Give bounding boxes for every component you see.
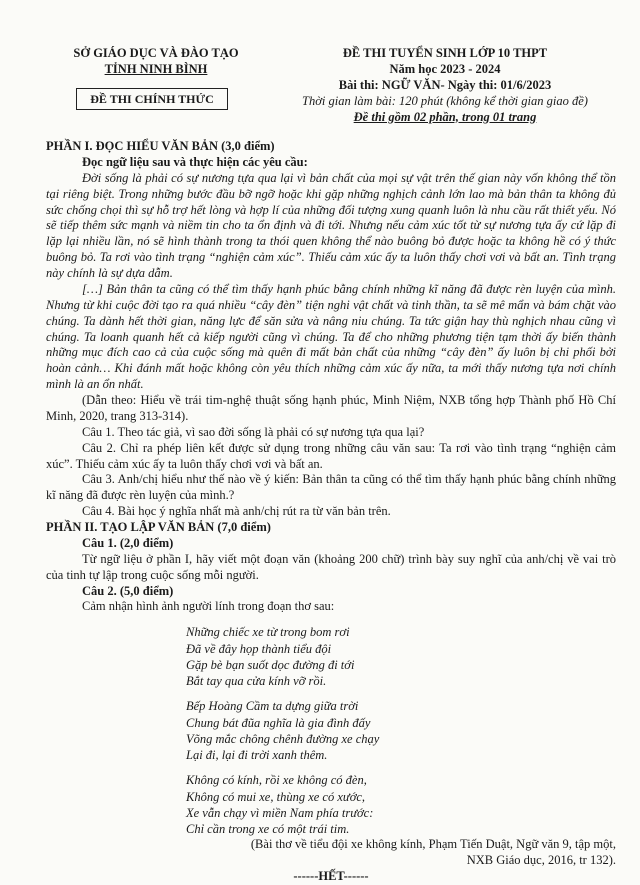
poem-line: Chung bát đũa nghĩa là gia đình đấy [186, 715, 371, 730]
province-name: TỈNH NINH BÌNH [104, 61, 208, 76]
school-year: Năm học 2023 - 2024 [389, 61, 501, 76]
part2-c2-title: Câu 2. (5,0 điểm) [82, 583, 174, 598]
question-4: Câu 4. Bài học ý nghĩa nhất mà anh/chị rút ra từ văn bản trên. [82, 504, 391, 519]
poem-stanza-1 [186, 624, 616, 689]
poem-line: Không có kính, rồi xe không có đèn, [186, 773, 367, 788]
question-3: Câu 3. Anh/chị hiểu như thế nào về ý kiến: Bản thân ta cũng có thể tìm thấy hạnh phúc bằng chính những kĩ năng đã được rèn luyện của mình.? [46, 472, 616, 503]
part2-c1-title: Câu 1. (2,0 điểm) [82, 535, 174, 550]
poem-line: Võng mắc chông chênh đường xe chạy [186, 731, 380, 746]
part2-c2-text: Cảm nhận hình ảnh người lính trong đoạn thơ sau: [82, 599, 335, 614]
reading-paragraph-2: […] Bản thân ta cũng có thể tìm thấy hạnh phúc bằng chính những kĩ năng đã được rèn luyện của mình. Nhưng từ khi cuộc đời tạo ra quá nhiều “cây đèn” tiện nghi vật chất và tinh thần, ta sẽ mê mẩn và bám chặt vào chúng. Ta dành hết thời gian, năng lực để săn sửa và nâng niu chúng. Ta tức giận hay thù nghịch nhau cũng vì chúng. Ta loanh quanh hết cả kiếp người cũng vì chúng. Ta để cho những phương tiện tạm thời ấy biến thành những mục đích cao cả của cuộc sống mà quên đi mất bản chất của những “cây đèn” ấy luôn bị chi phối bởi hoàn cảnh… Khi đánh mất hoặc không còn yêu thích những cảm xúc ấy nữa, ta mới thấy nương tựa nơi chính mình là an ổn nhất. [46, 281, 616, 392]
page-count: Đề thi gồm 02 phần, trong 01 trang [353, 109, 537, 124]
poem-stanza-2 [186, 698, 616, 763]
reading-source: (Dẫn theo: Hiểu về trái tim-nghệ thuật sống hạnh phúc, Minh Niệm, NXB tổng hợp Thành phố Hồ Chí Minh, 2020, trang 313-314). [46, 393, 616, 423]
exam-body [46, 139, 616, 885]
official-exam-box: ĐỀ THI CHÍNH THỨC [76, 88, 228, 110]
poem-line: Những chiếc xe từ trong bom rơi [186, 625, 350, 640]
poem-line: Gặp bè bạn suốt dọc đường đi tới [186, 657, 355, 672]
poem-source-2: NXB Giáo dục, 2016, tr 132). [466, 853, 616, 868]
time-limit: Thời gian làm bài: 120 phút (không kể thời gian giao đề) [302, 93, 588, 108]
part2-title: PHẦN II. TẠO LẬP VĂN BẢN (7,0 điểm) [46, 520, 271, 534]
exam-title: ĐỀ THI TUYỂN SINH LỚP 10 THPT [342, 46, 548, 60]
poem-line: Xe vẫn chạy vì miền Nam phía trước: [186, 805, 374, 820]
poem-source: (Bài thơ về tiểu đội xe không kính, Phạm Tiến Duật, Ngữ văn 9, tập một, [250, 837, 616, 852]
question-2: Câu 2. Chỉ ra phép liên kết được sử dụng trong những câu văn sau: Ta rơi vào tình trạng “nghiện cảm xúc”. Thiếu cảm xúc ấy ta luôn thấy chơi vơi và bất an. [46, 440, 616, 471]
question-1: Câu 1. Theo tác giả, vì sao đời sống là phải có sự nương tựa qua lại? [82, 424, 425, 439]
reading-paragraph-1: Đời sống là phải có sự nương tựa qua lại vì bản chất của mọi sự vật trên thế gian này vốn không thể tồn tại riêng biệt. Trong những bước đầu bỡ ngỡ hoặc khi gặp những nghịch cảnh lớn lao mà bản thân ta không đủ sức chống chọi thì sự hỗ trợ hết lòng và hợp lí của những đối tượng xung quanh luôn là nhu cầu rất thiết yếu. Nó sẽ tiếp thêm sức mạnh và niềm tin cho ta ổn định và đi tới. Nhưng nếu cảm xúc tốt từ sự nương tựa ấy cứ lặp đi lặp lại nhiều lần, nó sẽ hình thành trong ta thói quen không thể nào buông bỏ được hoặc ta không hề có ý thức buông bỏ. Ta rơi vào tình trạng “nghiện cảm xúc”. Thiếu cảm xúc ấy ta luôn thấy chơi vơi và bất an. Tình trạng này chính là sự dựa dẫm. [46, 170, 616, 280]
header-right [280, 46, 610, 125]
poem-line: Không có mui xe, thùng xe có xước, [186, 789, 366, 804]
poem [186, 624, 616, 837]
header-left [66, 46, 246, 78]
end-marker: ------HẾT------ [293, 869, 369, 883]
poem-line: Bắt tay qua cửa kính vỡ rồi. [186, 674, 327, 688]
part2-c1-text: Từ ngữ liệu ở phần I, hãy viết một đoạn văn (khoảng 200 chữ) trình bày suy nghĩ của anh/chị về vai trò của tinh tự lập trong cuộc sống mỗi người. [46, 551, 616, 582]
poem-line: Chỉ cần trong xe có một trái tim. [186, 822, 350, 836]
department-name: SỞ GIÁO DỤC VÀ ĐÀO TẠO [73, 46, 239, 60]
part1-title: PHẦN I. ĐỌC HIỂU VĂN BẢN (3,0 điểm) [46, 139, 275, 153]
poem-line: Bếp Hoàng Cầm ta dựng giữa trời [186, 699, 359, 714]
poem-line: Lại đi, lại đi trời xanh thêm. [186, 748, 328, 762]
part1-instruction: Đọc ngữ liệu sau và thực hiện các yêu cầu: [82, 154, 308, 169]
subject-date: Bài thi: NGỮ VĂN- Ngày thi: 01/6/2023 [338, 77, 552, 92]
poem-stanza-3 [186, 772, 616, 837]
poem-line: Đã về đây họp thành tiểu đội [186, 641, 332, 656]
